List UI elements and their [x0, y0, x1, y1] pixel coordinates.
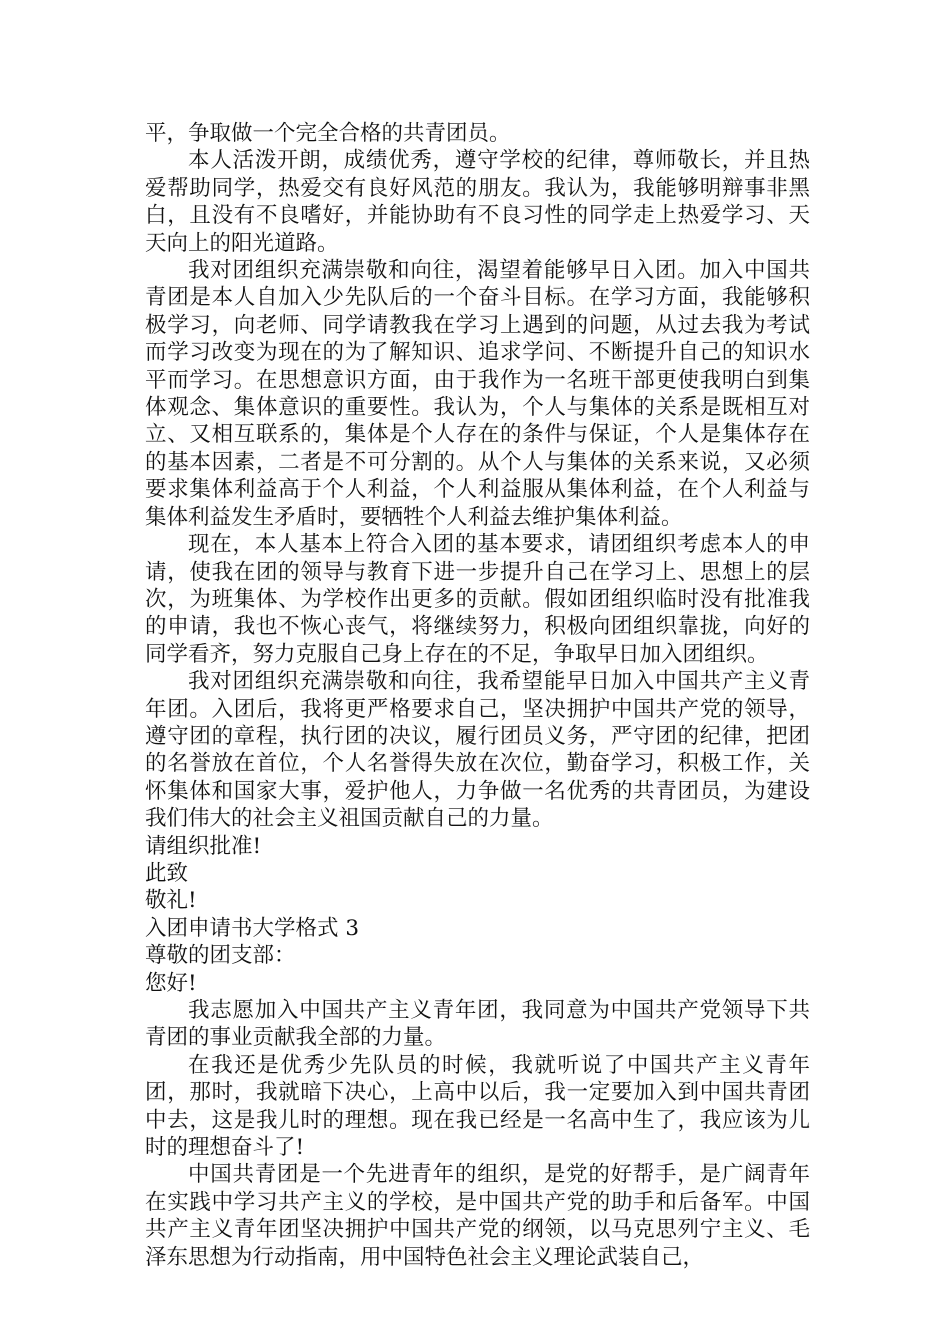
paragraph: 在我还是优秀少先队员的时候，我就听说了中国共产主义青年团，那时，我就暗下决心，上高中以后，我一定要加入到中国共青团中去，这是我儿时的理想。现在我已经是一名高中生了，我应该为儿时的理想奋斗了!: [145, 1052, 810, 1161]
addressee-line: 尊敬的团支部：: [145, 943, 296, 969]
closing-regards: 敬礼!: [145, 888, 197, 914]
paragraph: 我对团组织充满崇敬和向往，我希望能早日加入中国共产主义青年团。入团后，我将更严格要求自己，坚决拥护中国共产党的领导，遵守团的章程，执行团的决议，履行团员义务，严守团的纪律，把团的名誉放在首位，个人名誉得失放在次位，勤奋学习，积极工作，关怀集体和国家大事，爱护他人，力争做一名优秀的共青团员，为建设我们伟大的社会主义祖国贡献自己的力量。: [145, 669, 810, 832]
document-body: [145, 120, 810, 1271]
section-heading: 入团申请书大学格式 3: [145, 915, 360, 941]
closing-salutation: 此致: [145, 860, 189, 886]
paragraph: 平，争取做一个完全合格的共青团员。: [145, 121, 511, 146]
paragraph: 本人活泼开朗，成绩优秀，遵守学校的纪律，尊师敬长，并且热爱帮助同学，热爱交有良好风范的朋友。我认为，我能够明辩事非黑白，且没有不良嗜好，并能协助有不良习性的同学走上热爱学习、天天向上的阳光道路。: [145, 148, 810, 256]
paragraph: 我志愿加入中国共产主义青年团，我同意为中国共产党领导下共青团的事业贡献我全部的力量。: [145, 998, 810, 1051]
paragraph: 现在，本人基本上符合入团的基本要求，请团组织考虑本人的申请，使我在团的领导与教育下进一步提升自己在学习上、思想上的层次，为班集体、为学校作出更多的贡献。假如团组织临时没有批准我的申请，我也不恢心丧气，将继续努力，积极向团组织靠拢，向好的同学看齐，努力克服自己身上存在的不足，争取早日加入团组织。: [145, 532, 810, 667]
paragraph: 我对团组织充满崇敬和向往，渴望着能够早日入团。加入中国共青团是本人自加入少先队后的一个奋斗目标。在学习方面，我能够积极学习，向老师、同学请教我在学习上遇到的问题，从过去我为考试而学习改变为现在的为了解知识、追求学问、不断提升自己的知识水平而学习。在思想意识方面，由于我作为一名班干部更使我明白到集体观念、集体意识的重要性。我认为，个人与集体的关系是既相互对立、又相互联系的，集体是个人存在的条件与保证，个人是集体存在的基本因素，二者是不可分割的。从个人与集体的关系来说，又必须要求集体利益高于个人利益，个人利益服从集体利益，在个人利益与集体利益发生矛盾时，要牺牲个人利益去维护集体利益。: [145, 258, 810, 530]
greeting-line: 您好!: [145, 970, 197, 996]
paragraph: 中国共青团是一个先进青年的组织，是党的好帮手，是广阔青年在实践中学习共产主义的学校，是中国共产党的助手和后备军。中国共产主义青年团坚决拥护中国共产党的纲领，以马克思列宁主义、毛泽东思想为行动指南，用中国特色社会主义理论武装自己，: [145, 1162, 810, 1270]
request-approval-line: 请组织批准!: [145, 833, 262, 859]
